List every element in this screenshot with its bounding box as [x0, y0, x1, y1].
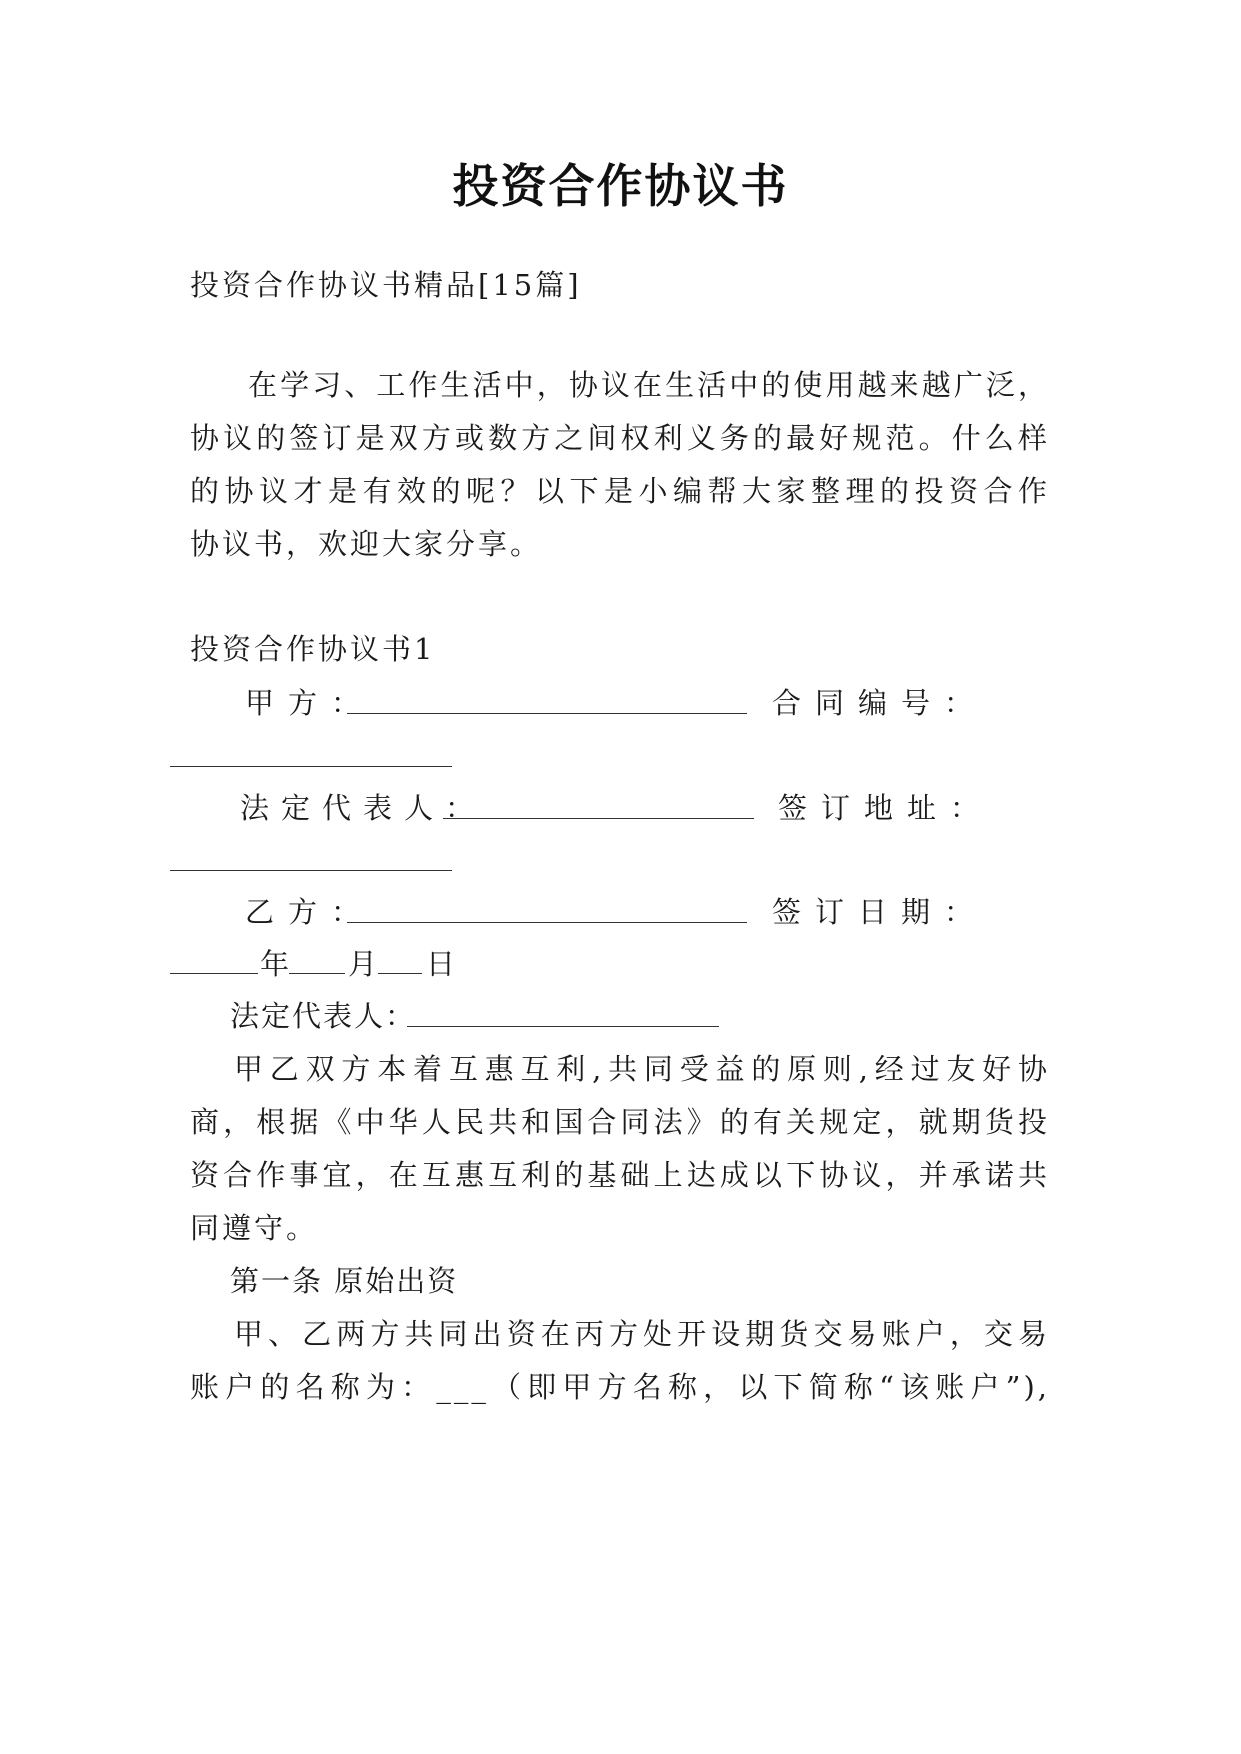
sign-place-field[interactable]: [170, 869, 452, 871]
body-line-3: 资合作事宜，在互惠互利的基础上达成以下协议，并承诺共: [190, 1158, 1050, 1192]
legal-rep-field[interactable]: [443, 817, 754, 819]
legal-rep-label: 法定代表人：: [240, 791, 487, 825]
party-b-label: 乙方：: [245, 895, 375, 929]
date-day-label: 日: [426, 947, 459, 981]
document-title: 投资合作协议书: [452, 159, 789, 213]
intro-line-3: 的协议才是有效的呢？以下是小编帮大家整理的投资合作: [190, 474, 1050, 508]
document-subtitle: 投资合作协议书精品[15篇]: [190, 268, 582, 302]
section-heading: 投资合作协议书1: [190, 632, 436, 666]
article-1-heading: 第一条 原始出资: [230, 1264, 459, 1298]
party-a-label: 甲方：: [245, 686, 375, 720]
article-1-line-1: 甲、乙两方共同出资在丙方处开设期货交易账户，交易: [234, 1317, 1050, 1351]
body-line-4: 同遵守。: [190, 1211, 319, 1245]
date-year-label: 年: [260, 947, 293, 981]
article-1-line-2: 账户的名称为：___（即甲方名称，以下简称“该账户”),: [190, 1370, 1050, 1404]
contract-no-label: 合同编号：: [772, 686, 988, 720]
sign-place-label: 签订地址：: [778, 791, 994, 825]
body-line-2: 商，根据《中华人民共和国合同法》的有关规定，就期货投: [190, 1105, 1050, 1139]
date-year-field[interactable]: [170, 972, 258, 974]
legal-rep-label-2: 法定代表人：: [230, 999, 417, 1033]
sign-date-label: 签订日期：: [772, 895, 988, 929]
intro-line-4: 协议书，欢迎大家分享。: [190, 527, 543, 561]
intro-line-2: 协议的签订是双方或数方之间权利义务的最好规范。什么样: [190, 421, 1050, 455]
intro-line-1: 在学习、工作生活中，协议在生活中的使用越来越广泛，: [248, 368, 1050, 402]
contract-no-field[interactable]: [170, 765, 452, 767]
party-a-field[interactable]: [347, 712, 747, 714]
body-line-1: 甲乙双方本着互惠互利,共同受益的原则,经过友好协: [234, 1052, 1050, 1086]
date-month-field[interactable]: [289, 972, 345, 974]
date-day-field[interactable]: [378, 972, 422, 974]
party-b-field[interactable]: [347, 921, 747, 923]
date-month-label: 月: [348, 947, 381, 981]
legal-rep-field-2[interactable]: [407, 1025, 719, 1027]
